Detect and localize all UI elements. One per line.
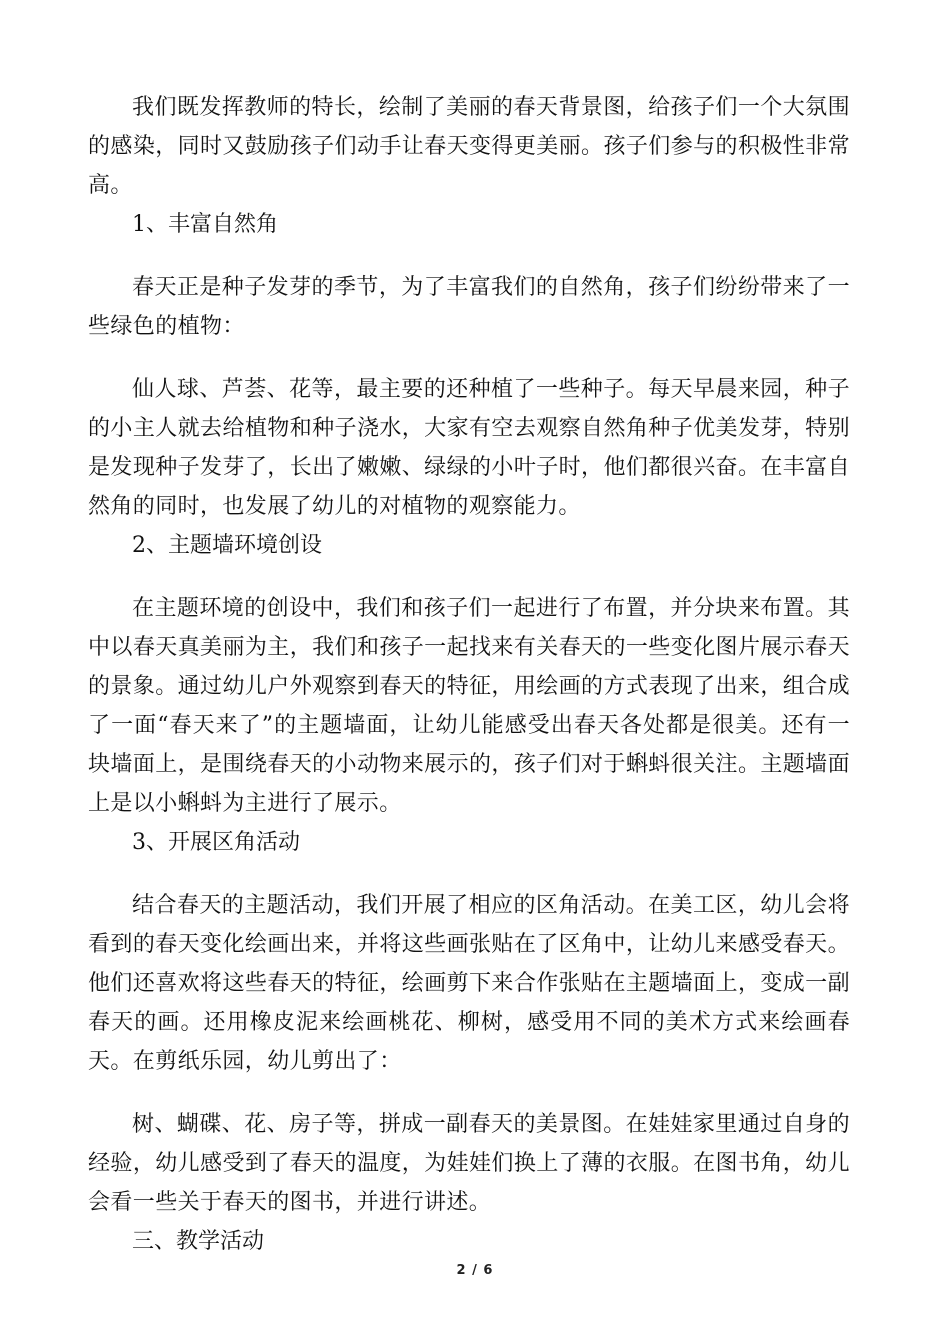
paragraph-nature-corner-1: 春天正是种子发芽的季节，为了丰富我们的自然角，孩子们纷纷带来了一些绿色的植物： (88, 275, 850, 339)
paragraph-corner-activities-2: 树、蝴碟、花、房子等，拼成一副春天的美景图。在娃娃家里通过自身的经验，幼儿感受到了春天的温度，为娃娃们换上了薄的衣服。在图书角，幼儿会看一些关于春天的图书，并进行讲述。 (88, 1112, 850, 1215)
document-page (88, 88, 850, 1261)
paragraph-nature-corner-2: 仙人球、芦荟、花等，最主要的还种植了一些种子。每天早晨来园，种子的小主人就去给植物和种子浇水，大家有空去观察自然角种子优美发芽，特别是发现种子发芽了，长出了嫩嫩、绿绿的小叶子时，他们都很兴奋。在丰富自然角的同时，也发展了幼儿的对植物的观察能力。 (88, 377, 850, 519)
section-heading-corner-activities: 3、开展区角活动 (132, 830, 300, 855)
page-number: 2 / 6 (456, 1263, 494, 1278)
section-heading-teaching-activities: 三、教学活动 (132, 1229, 265, 1254)
paragraph-theme-wall: 在主题环境的创设中，我们和孩子们一起进行了布置，并分块来布置。其中以春天真美丽为主，我们和孩子一起找来有关春天的一些变化图片展示春天的景象。通过幼儿户外观察到春天的特征，用绘画的方式表现了出来，组合成了一面“春天来了”的主题墙面，让幼儿能感受出春天各处都是很美。还有一块墙面上，是围绕春天的小动物来展示的，孩子们对于蝌蚪很关注。主题墙面上是以小蝌蚪为主进行了展示。 (88, 596, 850, 816)
paragraph-intro: 我们既发挥教师的特长，绘制了美丽的春天背景图，给孩子们一个大氛围的感染，同时又鼓励孩子们动手让春天变得更美丽。孩子们参与的积极性非常高。 (88, 95, 850, 198)
paragraph-corner-activities-1: 结合春天的主题活动，我们开展了相应的区角活动。在美工区，幼儿会将看到的春天变化绘画出来，并将这些画张贴在了区角中，让幼儿来感受春天。他们还喜欢将这些春天的特征，绘画剪下来合作张贴在主题墙面上，变成一副春天的画。还用橡皮泥来绘画桃花、柳树，感受用不同的美术方式来绘画春天。在剪纸乐园，幼儿剪出了： (88, 893, 850, 1074)
section-heading-nature-corner: 1、丰富自然角 (132, 212, 278, 237)
section-heading-theme-wall: 2、主题墙环境创设 (132, 533, 322, 558)
